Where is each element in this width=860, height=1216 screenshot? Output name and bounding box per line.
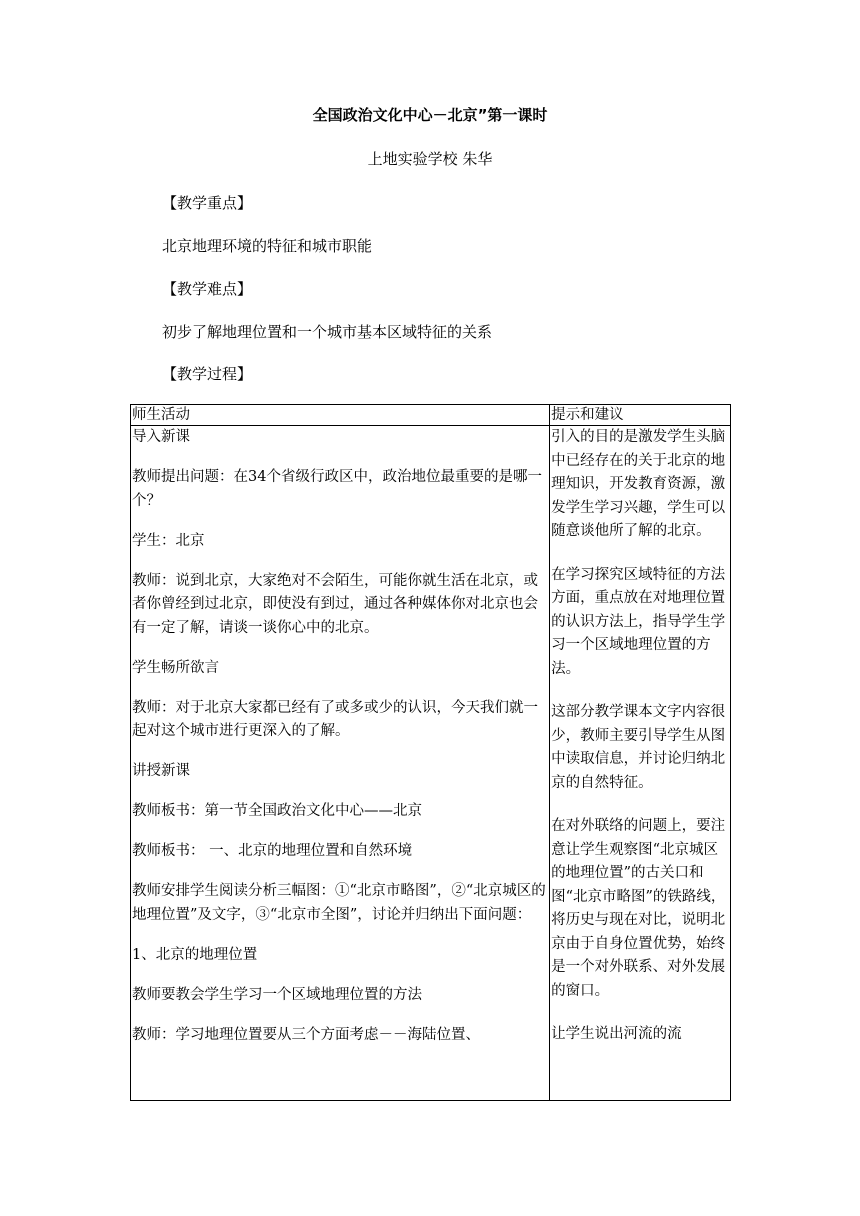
header-activities: 师生活动: [131, 405, 550, 426]
header-suggestions: 提示和建议: [550, 405, 731, 426]
author-line: 上地实验学校 朱华: [367, 150, 493, 168]
activity-paragraph: 教师板书：第一节全国政治文化中心——北京: [132, 803, 422, 819]
difficulties-text: 初步了解地理位置和一个城市基本区域特征的关系: [162, 323, 493, 341]
activity-paragraph: 教师：学习地理位置要从三个方面考虑－－海陆位置、: [132, 1026, 480, 1043]
activity-paragraph: 1、北京的地理位置: [132, 946, 258, 963]
activity-paragraph: 教师：说到北京，大家绝对不会陌生，可能你就生活在北京，或者你曾经到过北京，即使没有到过，通过各种媒体你对北京也会有一定了解，请谈一谈你心中的北京。: [132, 572, 538, 636]
suggestions-cell: [550, 426, 731, 1101]
table-row: [131, 426, 731, 1101]
suggestion-paragraph: 在学习探究区域特征的方法方面，重点放在对地理位置的认识方法上，指导学生学习一个区域地理位置的方法。: [551, 566, 726, 677]
activity-paragraph: 教师提出问题：在34个省级行政区中，政治地位最重要的是哪一个？: [132, 469, 542, 509]
document-title: 全国政治文化中心－北京”第一课时: [312, 106, 548, 124]
activity-paragraph: 教师安排学生阅读分析三幅图：①“北京市略图”，②“北京城区的地理位置”及文字，③“北京市全图”，讨论并归纳出下面问题：: [132, 883, 546, 923]
key-points-heading: 【教学重点】: [162, 194, 253, 212]
activities-cell: [131, 426, 550, 1101]
activity-paragraph: 讲授新课: [132, 763, 190, 779]
difficulties-heading: 【教学难点】: [162, 280, 253, 298]
activity-paragraph: 教师要教会学生学习一个区域地理位置的方法: [132, 986, 422, 1003]
suggestion-paragraph: 让学生说出河流的流: [551, 1026, 682, 1042]
table-header-row: [131, 405, 731, 426]
activity-paragraph: 教师板书： 一、北京的地理位置和自然环境: [132, 843, 413, 859]
suggestion-paragraph: 这部分教学课本文字内容很少，教师主要引导学生从图中读取信息，并讨论归纳北京的自然特征。: [551, 704, 726, 791]
activity-paragraph: 教师：对于北京大家都已经有了或多或少的认识，今天我们就一起对这个城市进行更深入的了解。: [132, 699, 538, 739]
process-heading: 【教学过程】: [162, 365, 253, 383]
activity-paragraph: 学生：北京: [132, 532, 205, 549]
activity-paragraph: 学生畅所欲言: [132, 659, 219, 676]
lesson-table: [130, 404, 731, 1101]
activity-paragraph: 导入新课: [132, 429, 190, 445]
suggestion-paragraph: 在对外联络的问题上，要注意让学生观察图“北京城区的地理位置”的古关口和图“北京市略图”的铁路线，将历史与现在对比，说明北京由于自身位置优势，始终是一个对外联系、对外发展的窗口。: [551, 818, 726, 999]
key-points-text: 北京地理环境的特征和城市职能: [162, 237, 373, 255]
suggestion-paragraph: 引入的目的是激发学生头脑中已经存在的关于北京的地理知识，开发教育资源，激发学生学习兴趣，学生可以随意谈他所了解的北京。: [551, 429, 726, 539]
